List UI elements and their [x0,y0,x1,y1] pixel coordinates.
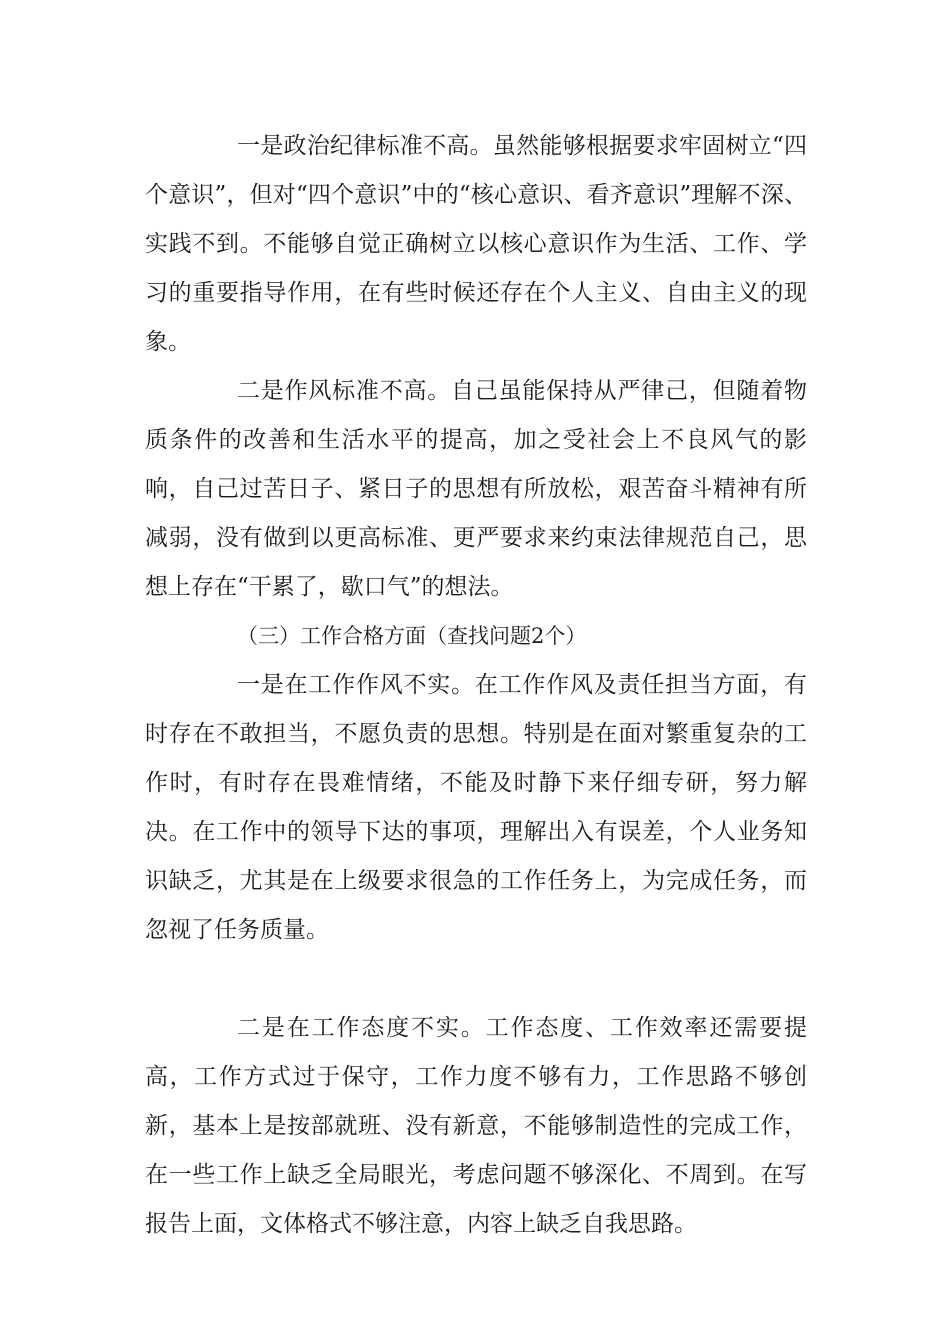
paragraph-political-discipline: 一是政治纪律标准不高。虽然能够根据要求牢固树立“四个意识”，但对“四个意识”中的“核心意识、看齐意识”理解不深、实践不到。不能够自觉正确树立以核心意识作为生活、工作、学习的重要指导作用，在有些时候还存在个人主义、自由主义的现象。 [145,133,807,355]
paragraph-work-style-issue: 一是在工作作风不实。在工作作风及责任担当方面，有时存在不敢担当，不愿负责的思想。特别是在面对繁重复杂的工作时，有时存在畏难情绪，不能及时静下来仔细专研，努力解决。在工作中的领导下达的事项，理解出入有误差，个人业务知识缺乏，尤其是在上级要求很急的工作任务上，为完成任务，而忽视了任务质量。 [145,672,807,943]
document-body [145,122,807,1249]
paragraph-work-attitude-issue: 二是在工作态度不实。工作态度、工作效率还需要提高，工作方式过于保守，工作力度不够有力，工作思路不够创新，基本上是按部就班、没有新意，不能够制造性的完成工作，在一些工作上缺乏全局眼光，考虑问题不够深化、不周到。在写报告上面，文体格式不够注意，内容上缺乏自我思路。 [145,1015,807,1237]
section-heading-work-qualification: （三）工作合格方面（查找问题2个） [237,624,587,648]
paragraph-spacer [145,955,807,1004]
paragraph-work-style-standard: 二是作风标准不高。自己虽能保持从严律己，但随着物质条件的改善和生活水平的提高，加之受社会上不良风气的影响，自己过苦日子、紧日子的思想有所放松，艰苦奋斗精神有所减弱，没有做到以更高标准、更严要求来约束法律规范自己，思想上存在“干累了，歇口气”的想法。 [145,378,807,600]
